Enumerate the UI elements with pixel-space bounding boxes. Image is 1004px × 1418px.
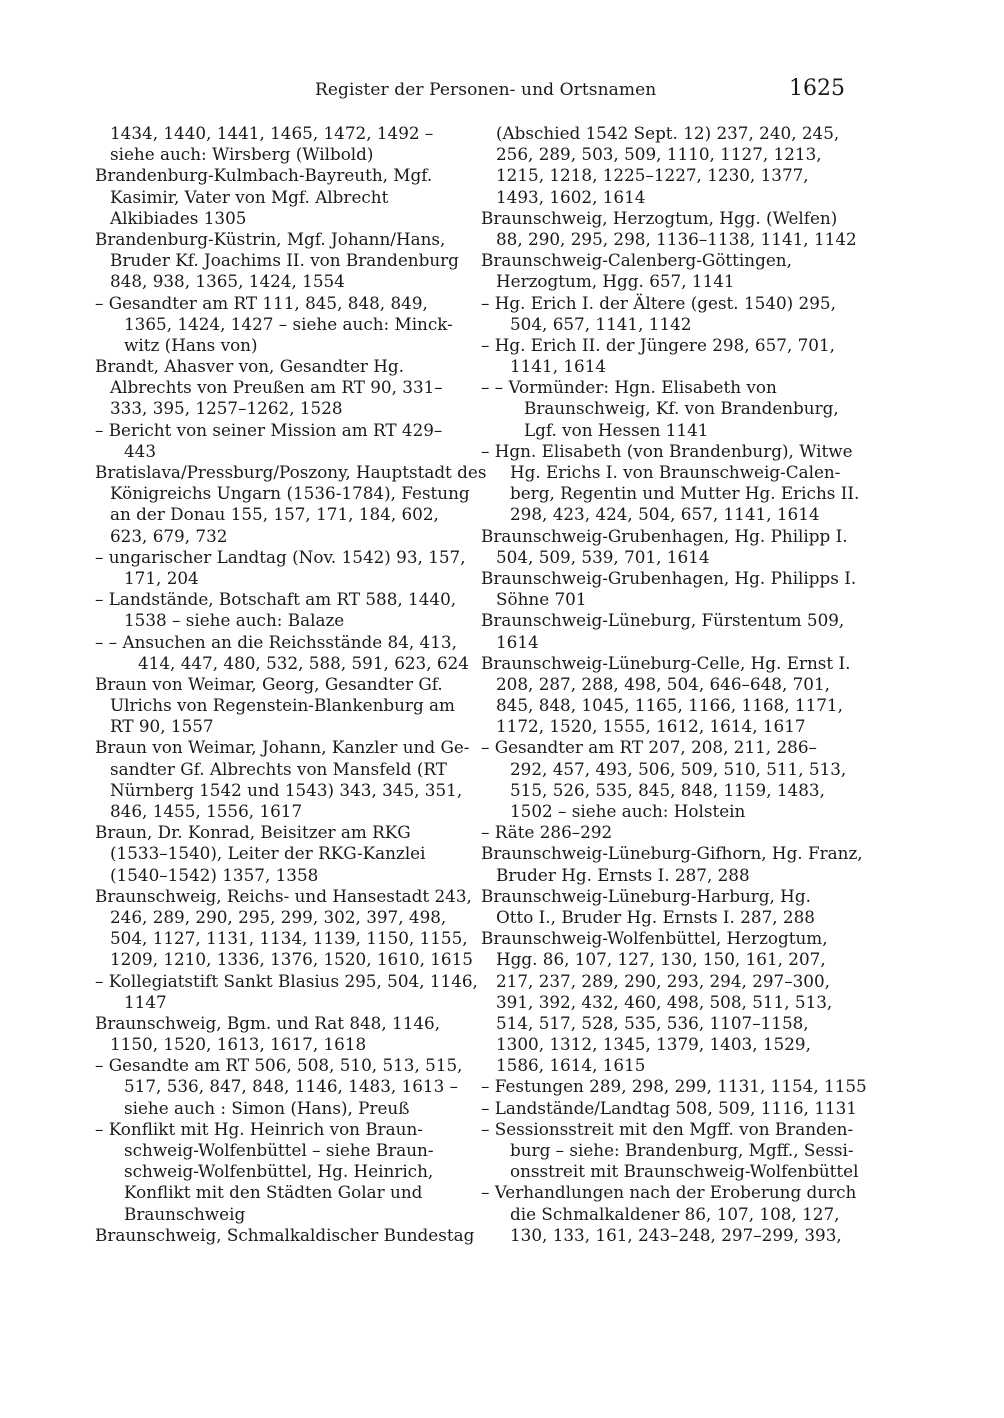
page-number: 1625 bbox=[789, 76, 845, 101]
entry-line: Kasimir, Vater von Mgf. Albrecht bbox=[110, 186, 389, 207]
entry-line: (Abschied 1542 Sept. 12) 237, 240, 245, bbox=[496, 123, 840, 143]
entry-line: RT 90, 1557 bbox=[110, 716, 214, 737]
entry-line: 1209, 1210, 1336, 1376, 1520, 1610, 1615 bbox=[110, 949, 473, 970]
entry-line: 1172, 1520, 1555, 1612, 1614, 1617 bbox=[496, 716, 806, 737]
entry-line: Braun von Weimar, Johann, Kanzler und Ge- bbox=[95, 737, 470, 758]
entry-line: sandter Gf. Albrechts von Mansfeld (RT bbox=[110, 758, 447, 779]
entry-line: berg, Regentin und Mutter Hg. Erichs II. bbox=[510, 483, 860, 504]
entry-line: burg – siehe: Brandenburg, Mgff., Sessi- bbox=[510, 1140, 854, 1160]
entry-line: Braunschweig bbox=[124, 1203, 246, 1224]
entry-line: 391, 392, 432, 460, 498, 508, 511, 513, bbox=[496, 991, 833, 1012]
entry-line: – Hg. Erich II. der Jüngere 298, 657, 701, bbox=[481, 334, 835, 355]
entry-line: 130, 133, 161, 243–248, 297–299, 393, bbox=[510, 1224, 842, 1245]
entry-line: – Gesandter am RT 207, 208, 211, 286– bbox=[481, 737, 817, 758]
entry-line: – Gesandter am RT 111, 845, 848, 849, bbox=[95, 292, 428, 313]
entry-line: – Sessionsstreit mit den Mgff. von Branden- bbox=[481, 1118, 854, 1139]
running-title: Register der Personen- und Ortsnamen bbox=[315, 80, 657, 100]
entry-line: Bratislava/Pressburg/Poszony, Hauptstadt des bbox=[95, 462, 487, 482]
entry-line: schweig-Wolfenbüttel – siehe Braun- bbox=[124, 1140, 434, 1160]
entry-line: Konflikt mit den Städten Golar und bbox=[124, 1182, 423, 1203]
entry-line: 514, 517, 528, 535, 536, 1107–1158, bbox=[496, 1012, 809, 1033]
entry-line: 504, 509, 539, 701, 1614 bbox=[496, 546, 710, 567]
register-column-left bbox=[95, 123, 487, 1246]
entry-line: – – Vormünder: Hgn. Elisabeth von bbox=[481, 377, 777, 398]
entry-line: Braun von Weimar, Georg, Gesandter Gf. bbox=[95, 673, 443, 694]
entry-line: Braunschweig-Calenberg-Göttingen, bbox=[481, 250, 792, 271]
entry-line: 1614 bbox=[496, 631, 539, 652]
entry-line: – Landstände, Botschaft am RT 588, 1440, bbox=[95, 589, 457, 610]
entry-line: Alkibiades 1305 bbox=[110, 207, 247, 228]
entry-line: – Gesandte am RT 506, 508, 510, 513, 515, bbox=[95, 1055, 463, 1076]
entry-line: Braunschweig-Grubenhagen, Hg. Philipp I. bbox=[481, 525, 848, 546]
entry-line: 504, 1127, 1131, 1134, 1139, 1150, 1155, bbox=[110, 928, 468, 949]
entry-line: 298, 423, 424, 504, 657, 1141, 1614 bbox=[510, 504, 820, 525]
entry-line: – Bericht von seiner Mission am RT 429– bbox=[95, 419, 443, 440]
entry-line: 515, 526, 535, 845, 848, 1159, 1483, bbox=[510, 779, 825, 800]
register-column-right bbox=[481, 123, 867, 1246]
entry-line: 1586, 1614, 1615 bbox=[496, 1055, 646, 1076]
entry-line: – Landstände/Landtag 508, 509, 1116, 1131 bbox=[481, 1097, 857, 1118]
entry-line: siehe auch : Simon (Hans), Preuß bbox=[124, 1097, 410, 1118]
entry-line: Braunschweig-Lüneburg, Fürstentum 509, bbox=[481, 610, 845, 631]
entry-line: 292, 457, 493, 506, 509, 510, 511, 513, bbox=[510, 758, 847, 779]
entry-line: – ungarischer Landtag (Nov. 1542) 93, 157, bbox=[95, 546, 466, 567]
entry-line: Bruder Hg. Ernsts I. 287, 288 bbox=[496, 864, 750, 885]
entry-line: Königreichs Ungarn (1536-1784), Festung bbox=[110, 483, 470, 504]
entry-line: – Konflikt mit Hg. Heinrich von Braun- bbox=[95, 1118, 423, 1139]
entry-line: – Kollegiatstift Sankt Blasius 295, 504, 1146, bbox=[95, 970, 478, 991]
entry-line: Braunschweig-Lüneburg-Celle, Hg. Ernst I. bbox=[481, 652, 851, 673]
entry-line: – Räte 286–292 bbox=[481, 822, 613, 843]
entry-line: Otto I., Bruder Hg. Ernsts I. 287, 288 bbox=[496, 906, 815, 927]
entry-line: Hgg. 86, 107, 127, 130, 150, 161, 207, bbox=[496, 949, 826, 970]
entry-line: 333, 395, 1257–1262, 1528 bbox=[110, 398, 343, 419]
entry-line: Hg. Erichs I. von Braunschweig-Calen- bbox=[510, 462, 841, 482]
entry-line: 504, 657, 1141, 1142 bbox=[510, 313, 692, 334]
entry-line: Braunschweig, Reichs- und Hansestadt 243, bbox=[95, 885, 472, 906]
entry-line: die Schmalkaldener 86, 107, 108, 127, bbox=[510, 1203, 840, 1224]
entry-line: 217, 237, 289, 290, 293, 294, 297–300, bbox=[496, 970, 830, 991]
entry-line: Braunschweig-Grubenhagen, Hg. Philipps I. bbox=[481, 567, 857, 588]
entry-line: 517, 536, 847, 848, 1146, 1483, 1613 – bbox=[124, 1076, 458, 1097]
entry-line: an der Donau 155, 157, 171, 184, 602, bbox=[110, 504, 439, 525]
entry-line: 1538 – siehe auch: Balaze bbox=[124, 610, 345, 631]
page-header bbox=[95, 76, 845, 110]
entry-line: 1147 bbox=[124, 991, 167, 1012]
entry-line: Braunschweig-Lüneburg-Harburg, Hg. bbox=[481, 885, 811, 906]
entry-line: – Verhandlungen nach der Eroberung durch bbox=[481, 1182, 857, 1203]
entry-line: Braun, Dr. Konrad, Beisitzer am RKG bbox=[95, 822, 411, 843]
entry-line: 623, 679, 732 bbox=[110, 525, 228, 546]
entry-line: (1540–1542) 1357, 1358 bbox=[110, 864, 319, 885]
entry-line: 1434, 1440, 1441, 1465, 1472, 1492 – bbox=[110, 123, 434, 143]
entry-line: 246, 289, 290, 295, 299, 302, 397, 498, bbox=[110, 906, 447, 927]
entry-line: Brandt, Ahasver von, Gesandter Hg. bbox=[95, 356, 404, 377]
entry-line: 171, 204 bbox=[124, 567, 199, 588]
entry-line: – Hgn. Elisabeth (von Brandenburg), Witwe bbox=[481, 440, 853, 461]
entry-line: 846, 1455, 1556, 1617 bbox=[110, 801, 303, 821]
entry-line: – Festungen 289, 298, 299, 1131, 1154, 1155 bbox=[481, 1076, 867, 1097]
entry-line: 848, 938, 1365, 1424, 1554 bbox=[110, 271, 345, 292]
entry-line: 414, 447, 480, 532, 588, 591, 623, 624 bbox=[138, 652, 469, 673]
entry-line: Lgf. von Hessen 1141 bbox=[524, 419, 709, 440]
entry-line: – – Ansuchen an die Reichsstände 84, 413, bbox=[95, 631, 457, 652]
entry-line: 1502 – siehe auch: Holstein bbox=[510, 801, 746, 821]
entry-line: – Hg. Erich I. der Ältere (gest. 1540) 295, bbox=[481, 292, 836, 313]
entry-line: witz (Hans von) bbox=[124, 334, 258, 355]
entry-line: Braunschweig, Bgm. und Rat 848, 1146, bbox=[95, 1012, 441, 1033]
entry-line: Braunschweig-Lüneburg-Gifhorn, Hg. Franz, bbox=[481, 843, 863, 864]
entry-line: 88, 290, 295, 298, 1136–1138, 1141, 1142 bbox=[496, 228, 857, 249]
entry-line: Herzogtum, Hgg. 657, 1141 bbox=[496, 271, 735, 292]
entry-line: 1215, 1218, 1225–1227, 1230, 1377, bbox=[496, 165, 809, 186]
entry-line: Braunschweig, Kf. von Brandenburg, bbox=[524, 398, 839, 419]
entry-line: Bruder Kf. Joachims II. von Brandenburg bbox=[110, 250, 459, 271]
entry-line: 256, 289, 503, 509, 1110, 1127, 1213, bbox=[496, 144, 822, 165]
entry-line: Braunschweig, Herzogtum, Hgg. (Welfen) bbox=[481, 207, 838, 228]
entry-line: Brandenburg-Kulmbach-Bayreuth, Mgf. bbox=[95, 165, 433, 186]
entry-line: onsstreit mit Braunschweig-Wolfenbüttel bbox=[510, 1161, 859, 1182]
entry-line: Söhne 701 bbox=[496, 589, 587, 610]
entry-line: siehe auch: Wirsberg (Wilbold) bbox=[110, 144, 374, 165]
entry-line: 1150, 1520, 1613, 1617, 1618 bbox=[110, 1034, 367, 1055]
entry-line: Braunschweig, Schmalkaldischer Bundestag bbox=[95, 1224, 475, 1245]
entry-line: 845, 848, 1045, 1165, 1166, 1168, 1171, bbox=[496, 695, 843, 716]
entry-line: 1300, 1312, 1345, 1379, 1403, 1529, bbox=[496, 1034, 811, 1055]
entry-line: 1141, 1614 bbox=[510, 356, 607, 377]
entry-line: Braunschweig-Wolfenbüttel, Herzogtum, bbox=[481, 928, 828, 949]
entry-line: 1365, 1424, 1427 – siehe auch: Minck- bbox=[124, 313, 453, 334]
entry-line: 208, 287, 288, 498, 504, 646–648, 701, bbox=[496, 673, 830, 694]
entry-line: Brandenburg-Küstrin, Mgf. Johann/Hans, bbox=[95, 228, 446, 249]
entry-line: Nürnberg 1542 und 1543) 343, 345, 351, bbox=[110, 779, 463, 800]
entry-line: 443 bbox=[124, 440, 157, 461]
entry-line: (1533–1540), Leiter der RKG-Kanzlei bbox=[110, 843, 426, 864]
entry-line: 1493, 1602, 1614 bbox=[496, 186, 646, 207]
entry-line: schweig-Wolfenbüttel, Hg. Heinrich, bbox=[124, 1161, 434, 1182]
entry-line: Ulrichs von Regenstein-Blankenburg am bbox=[110, 695, 455, 716]
entry-line: Albrechts von Preußen am RT 90, 331– bbox=[110, 377, 443, 398]
